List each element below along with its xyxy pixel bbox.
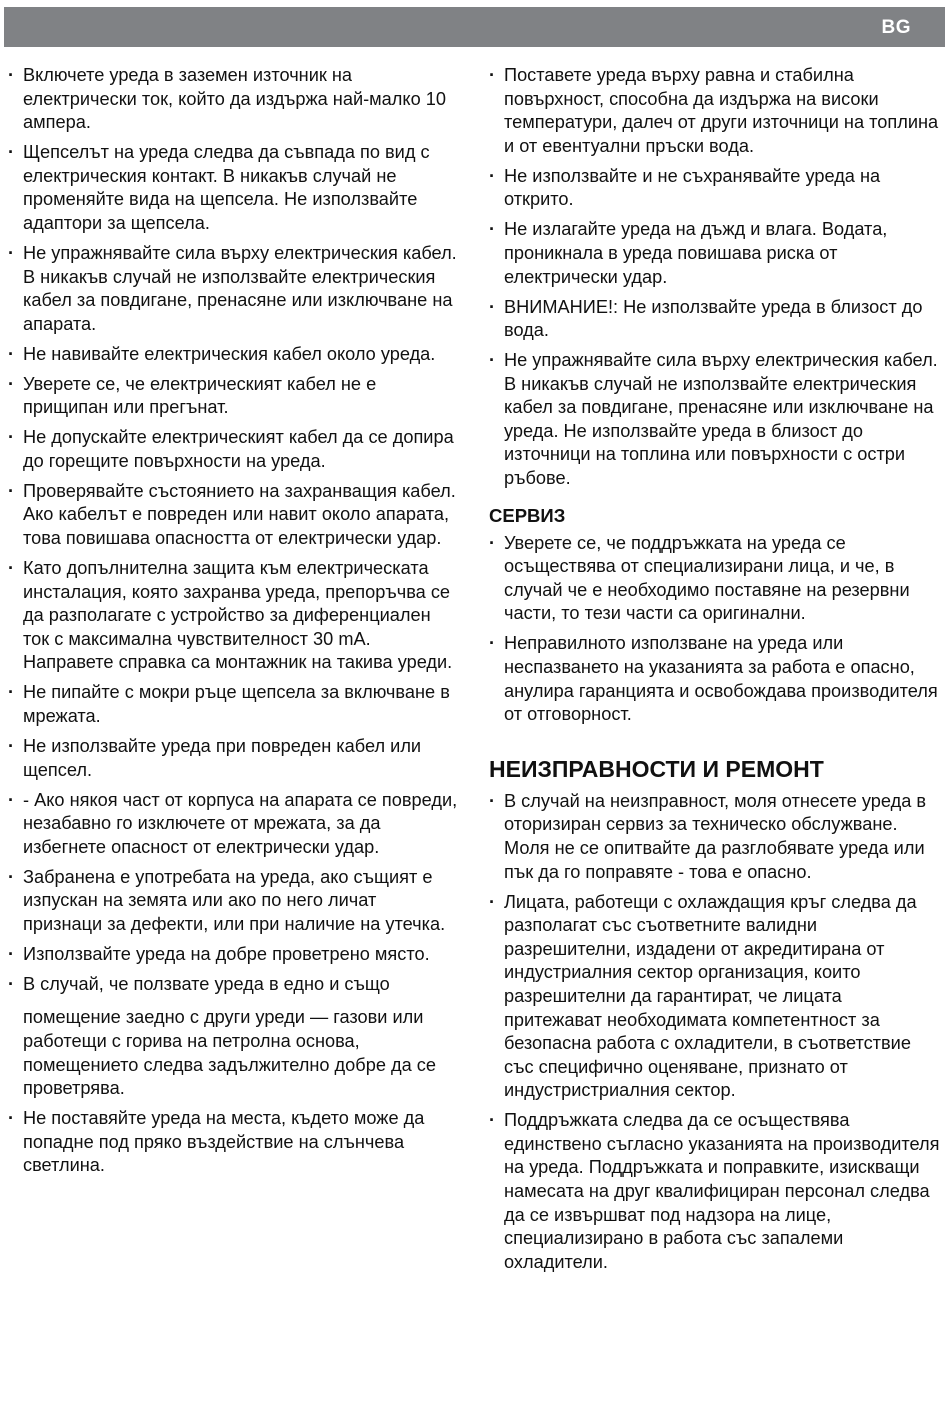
service-list bbox=[489, 532, 941, 727]
language-code: BG bbox=[881, 17, 911, 38]
list-item: · Не упражнявайте сила върху електрическия кабел. В никакъв случай не използвайте електрическия кабел за повдигане, пренасяне или изключване на уреда. Не използвайте уреда в близост до източници на топлина или повърхности с остри ръбове. bbox=[489, 349, 941, 491]
header-bar bbox=[4, 7, 945, 47]
list-item: · Не допускайте електрическият кабел да се допира до горещите повърхности на уреда. bbox=[8, 426, 460, 473]
list-item: · Поддръжката следва да се осъществява единствено съгласно указанията на производителя на уреда. Поддръжката и поправките, изискващи намесата на друг квалифициран персонал следва да се извършват под надзора на лице, специализирано в работа със запалеми охладители. bbox=[489, 1109, 941, 1274]
right-safety-list bbox=[489, 64, 941, 491]
list-item: · Не излагайте уреда на дъжд и влага. Водата, проникнала в уреда повишава риска от електрически удар. bbox=[489, 218, 941, 289]
right-column bbox=[489, 64, 941, 1281]
left-column bbox=[8, 64, 460, 1184]
repair-list bbox=[489, 790, 941, 1275]
list-item: · Уверете се, че електрическият кабел не е прищипан или прегънат. bbox=[8, 373, 460, 420]
list-item: · Щепселът на уреда следва да съвпада по вид с електрическия контакт. В никакъв случай не променяйте вида на щепсела. Не използвайте адаптори за щепсела. bbox=[8, 141, 460, 235]
list-item: · Не използвайте и не съхранявайте уреда на открито. bbox=[489, 165, 941, 212]
list-item: · Проверявайте състоянието на захранващия кабел. Ако кабелът е повреден или навит около апарата, това повишава опасността от електрически удар. bbox=[8, 480, 460, 551]
list-item: · Не използвайте уреда при повреден кабел или щепсел. bbox=[8, 735, 460, 782]
list-item: · Лицата, работещи с охлаждащия кръг следва да разполагат със съответните валидни разрешителни, издадени от акредитирана от индустриалния сектор организация, които разрешителни да гарантират, че лицата притежават необходимата компетентност за безопасна работа с охладители, в съответствие със специфично оценяване, признато от индустристриалния сектор. bbox=[489, 891, 941, 1103]
list-item: · Като допълнителна защита към електрическата инсталация, която захранва уреда, препоръчва се да разполагате с устройство за диференциален ток с максимална чувствителност 30 mA. Направете справка са монтажник на такива уреди. bbox=[8, 557, 460, 675]
list-item bbox=[8, 973, 460, 1101]
list-item: · Не навивайте електрическия кабел около уреда. bbox=[8, 343, 460, 367]
list-item-first-line: В случай, че ползвате уреда в едно и също bbox=[23, 973, 390, 994]
list-item: · Неправилното използване на уреда или неспазването на указанията за работа е опасно, анулира гаранцията и освобождава производителя от отговорност. bbox=[489, 632, 941, 726]
list-item: · Не пипайте с мокри ръце щепсела за включване в мрежата. bbox=[8, 681, 460, 728]
list-item: · Поставете уреда върху равна и стабилна повърхност, способна да издържа на високи температури, далеч от други източници на топлина и от евентуални пръски вода. bbox=[489, 64, 941, 158]
list-item: · Не упражнявайте сила върху електрическия кабел. В никакъв случай не използвайте електрическия кабел за повдигане, пренасяне или изключване на апарата. bbox=[8, 242, 460, 336]
repair-heading: НЕИЗПРАВНОСТИ И РЕМОНТ bbox=[489, 755, 824, 782]
list-item-continuation: помещение заедно с други уреди — газови или работещи с горива на петролна основа, помещението следва задължително добре да се проветрява. bbox=[23, 1007, 436, 1099]
left-safety-list bbox=[8, 64, 460, 1178]
service-heading: СЕРВИЗ bbox=[489, 504, 566, 526]
list-item: · В случай на неизправност, моля отнесете уреда в оторизиран сервиз за техническо обслужване. Моля не се опитвайте да разглобявате уреда или пък да го поправяте - това е опасно. bbox=[489, 790, 941, 884]
list-item: · Забранена е употребата на уреда, ако същият е изпускан на земята или ако по него личат признаци за дефекти, или при наличие на утечка. bbox=[8, 866, 460, 937]
list-item: · Уверете се, че поддръжката на уреда се осъществява от специализирани лица, и че, в случай че е необходимо поставяне на резервни части, то тези части са оригинални. bbox=[489, 532, 941, 626]
list-item: · - Ако някоя част от корпуса на апарата се повреди, незабавно го изключете от мрежата, за да избегнете опасност от електрически удар. bbox=[8, 789, 460, 860]
list-item: · Включете уреда в заземен източник на електрически ток, който да издържа най-малко 10 ампера. bbox=[8, 64, 460, 135]
list-item: · Не поставяйте уреда на места, където може да попадне под пряко въздействие на слънчева светлина. bbox=[8, 1107, 460, 1178]
list-item: · ВНИМАНИЕ!: Не използвайте уреда в близост до вода. bbox=[489, 296, 941, 343]
list-item: · Използвайте уреда на добре проветрено място. bbox=[8, 943, 460, 967]
